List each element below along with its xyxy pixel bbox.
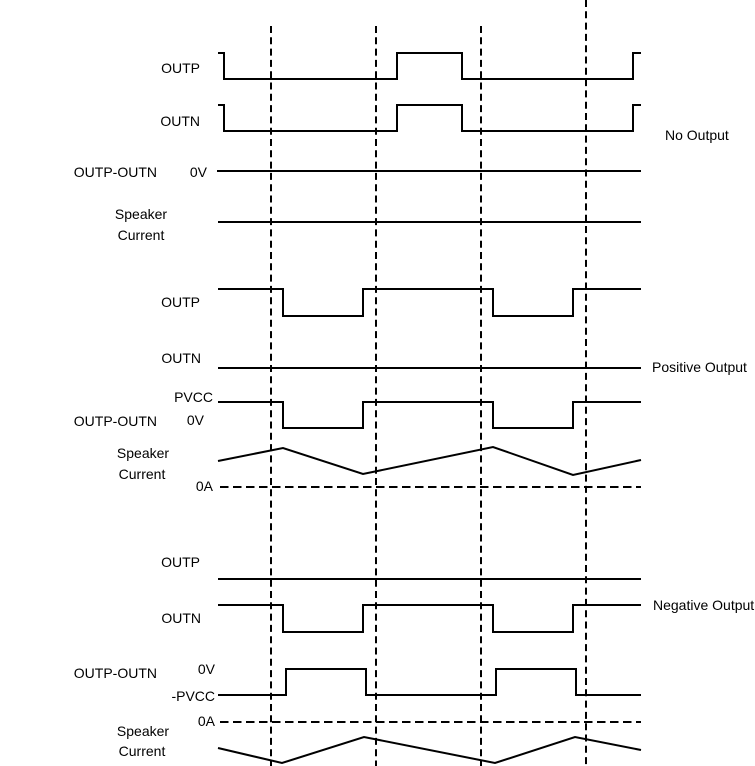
negative-output-outn-label: OUTN	[161, 610, 201, 626]
negative-output-speaker-label: Speaker	[116, 723, 170, 739]
positive-output-pvcc-label: PVCC	[174, 389, 213, 405]
positive-output-current-label: Current	[118, 466, 166, 482]
no-output-outp-label: OUTP	[161, 60, 200, 76]
negative-output-current-label: Current	[118, 743, 166, 759]
no-output-zero-volts-label: 0V	[189, 164, 207, 180]
positive-output-zero-volts-label: 0V	[186, 412, 204, 428]
no-output-current-label: Current	[117, 227, 165, 243]
positive-output-zero-amps-label: 0A	[195, 478, 213, 494]
negative-output-outp-label: OUTP	[161, 554, 200, 570]
negative-output-zero-volts-label: 0V	[197, 661, 215, 677]
negative-output-side-label: Negative Output	[653, 597, 755, 613]
no-output-outp-outn-label: OUTP-OUTN	[73, 164, 157, 180]
negative-output-zero-amps-label: 0A	[197, 713, 215, 729]
positive-output-outp-label: OUTP	[161, 294, 200, 310]
no-output-side-label: No Output	[665, 127, 729, 143]
negative-output-outp-outn-label: OUTP-OUTN	[73, 665, 157, 681]
no-output-outn-label: OUTN	[160, 113, 200, 129]
no-output-speaker-label: Speaker	[114, 206, 168, 222]
positive-output-side-label: Positive Output	[652, 359, 747, 375]
negative-output-neg-pvcc-label: -PVCC	[171, 688, 215, 704]
positive-output-speaker-label: Speaker	[116, 445, 170, 461]
positive-output-outp-outn-label: OUTP-OUTN	[73, 413, 157, 429]
positive-output-outn-label: OUTN	[161, 350, 201, 366]
